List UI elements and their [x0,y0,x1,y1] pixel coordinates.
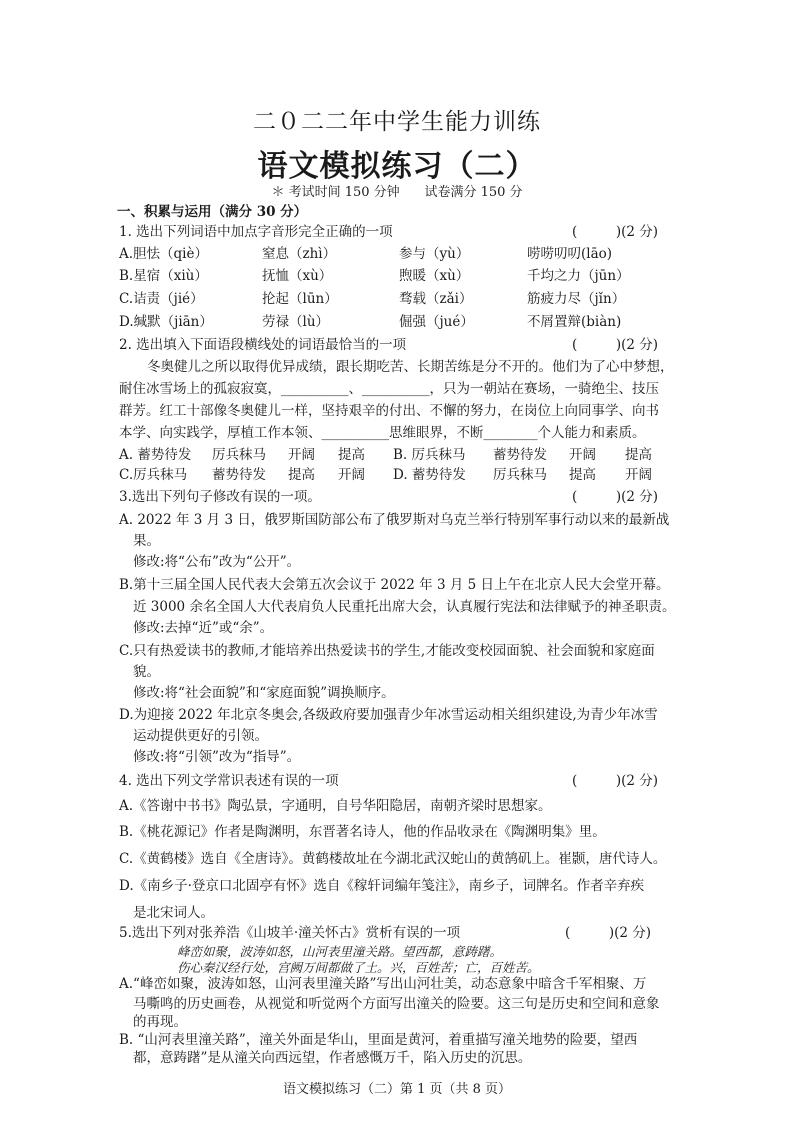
q3-line-1: A. 2022 年 3 月 3 日，俄罗斯国防部公布了俄罗斯对乌克兰举行特别军事行动以来的最新战 [119,512,670,528]
q5-line-3: 的再现。 [133,1014,187,1030]
q2-opt-a-4: 提高 [338,447,365,463]
q2-opt-b-1: B. 厉兵秣马 [393,447,466,463]
q2-opt-a-3: 开阔 [288,447,315,463]
q1-b-4: 千均之力（jūn） [527,268,630,284]
q4-line-4: D.《南乡子·登京口北固亭有怀》选自《稼轩词编年笺注》，南乡子，词牌名。作者辛弃疾 [119,878,645,894]
q4-line-1: A.《答谢中书书》陶弘景，字通明，自号华阳隐居，南朝齐梁时思想家。 [119,798,552,814]
q5-stem: 5.选出下列对张养浩《山坡羊·潼关怀古》赏析有误的一项 [119,925,461,941]
q2-opt-b-4: 提高 [625,447,652,463]
q2-opt-d-2: 厉兵秣马 [493,467,547,483]
q5-poem-1: 峰峦如聚，波涛如怒，山河表里潼关路。望西都，意踌躇。 [177,944,503,959]
q3-line-10: D.为迎接 2022 年北京冬奥会,各级政府要加强青少年冰雪运动相关组织建设,为青少年冰雪 [119,707,658,723]
q1-a-2: 窒息（zhì） [262,246,337,262]
q1-c-3: 骛载（zǎi） [399,291,473,307]
q2-opt-b-2: 蓄势待发 [493,447,547,463]
q3-line-4: B.第十三届全国人民代表大会第五次会议于 2022 年 3 月 5 日上午在北京人民大会堂开幕。 [119,577,670,593]
q5-poem-2: 伤心秦汉经行处，宫阙万间都做了土。兴，百姓苦；亡，百姓苦。 [177,960,540,975]
q2-opt-a-1: A. 蓄势待发 [119,447,192,463]
q1-d-3: 倔强（jué） [399,314,474,330]
q3-line-2: 果。 [133,533,160,549]
q2-para-4: 本学、向实践学，厚植工作本领、__________思维眼界，不断________个人能力和素质。 [119,425,646,441]
q1-c-1: C.诘责（jié） [119,291,204,307]
section-1-title: 一、积累与运用（满分 30 分） [117,204,308,220]
q2-score: ( )(2 分) [572,337,659,353]
q1-score: ( )(2 分) [572,224,659,240]
page-footer: 语文模拟练习（二）第 1 页（共 8 页） [282,1082,512,1097]
q5-line-4: B. “山河表里潼关路”，潼关外面是华山，里面是黄河，着重描写潼关地势的险要，望西 [119,1032,638,1048]
q3-score: ( )(2 分) [572,489,659,505]
q5-line-1: A.“峰峦如聚，波涛如怒，山河表里潼关路”写出山河壮美，动态意象中暗含千军相聚、万 [119,976,647,992]
q2-opt-b-3: 开阔 [569,447,596,463]
q1-a-1: A.胆怯（qiè） [119,246,208,262]
q4-line-5: 是北宋词人。 [133,905,214,921]
q4-line-2: B.《桃花源记》作者是陶渊明，东晋著名诗人，他的作品收录在《陶渊明集》里。 [119,824,606,840]
q3-line-12: 修改:将“引领”改为“指导”。 [133,749,301,765]
q1-b-3: 煦暖（xù） [399,268,470,284]
q1-stem: 1. 选出下列词语中加点字音形完全正确的一项 [119,224,393,240]
q2-para-3: 群芳。红工十部像冬奥健儿一样，坚持艰辛的付出、不懈的努力，在岗位上向同事学、向书 [119,403,659,419]
q5-line-5: 都，意踌躇”是从潼关向西远望，作者感慨万千，陷入历史的沉思。 [133,1050,532,1066]
q3-line-7: C.只有热爱读书的教师,才能培养出热爱读书的学生,才能改变校园面貌、社会面貌和家庭面 [119,643,655,659]
q2-opt-d-4: 开阔 [625,467,652,483]
q2-stem: 2. 选出填入下面语段横线处的词语最恰当的一项 [119,337,407,353]
q1-d-2: 劳禄（lù） [262,314,330,330]
q3-line-8: 貌。 [133,664,160,680]
q3-line-9: 修改:将“社会面貌”和“家庭面貌”调换顺序。 [133,685,395,701]
q2-opt-c-1: C.厉兵秣马 [119,467,188,483]
q1-d-1: D.缄默（jiān） [119,314,213,330]
q3-stem: 3.选出下列句子修改有误的一项。 [119,489,321,505]
q2-para-2: 耐住冰雪场上的孤寂寂寞，__________、__________，只为一朝站在赛场，一骑绝尘、技压 [119,381,659,397]
q1-c-4: 筋疲力尽（jǐn） [527,291,626,307]
q1-a-4: 唠唠叨叨(lāo) [527,246,613,262]
q1-c-2: 抡起（lūn） [262,291,338,307]
q4-line-3: C.《黄鹤楼》选自《全唐诗》。黄鹤楼故址在今湖北武汉蛇山的黄鹄矶上。崔颢，唐代诗人。 [119,851,667,867]
q1-d-4: 不屑置辩(biàn) [527,314,622,330]
q3-line-6: 修改:去掉“近”或“余”。 [133,620,274,636]
q2-opt-c-2: 蓄势待发 [212,467,266,483]
q4-score: ( )(2 分) [572,773,659,789]
q5-line-2: 马嘶鸣的历史画卷，从视觉和听觉两个方面写出潼关的险要。这三句是历史和空间和意象 [133,996,660,1012]
exam-info: ＊ 考试时间 150 分钟 试卷满分 150 分 [271,185,523,200]
q3-line-3: 修改:将“公布”改为“公开”。 [133,554,301,570]
q3-line-5: 近 3000 余名全国人大代表肩负人民重托出席大会，认真履行宪法和法律赋予的神圣职责。 [133,599,676,615]
q3-line-11: 运动提供更好的引领。 [133,728,268,744]
q2-opt-c-3: 提高 [288,467,315,483]
q1-b-2: 抚恤（xù） [262,268,333,284]
q2-opt-a-2: 厉兵秣马 [212,447,266,463]
q2-opt-d-1: D. 蓄势待发 [393,467,466,483]
q4-stem: 4. 选出下列文学常识表述有误的一项 [119,773,339,789]
q2-opt-d-3: 提高 [569,467,596,483]
q2-para-1: 冬奥健儿之所以取得优异成绩，跟长期吃苦、长期苦练是分不开的。他们为了心中梦想， [147,359,674,375]
q2-opt-c-4: 开阔 [338,467,365,483]
q5-score: ( )(2 分) [565,925,652,941]
exam-series-title: 二０二二年中学生能力训练 [253,109,541,135]
q1-b-1: B.星宿（xiù） [119,268,208,284]
q1-a-3: 参与（yù） [399,246,470,262]
exam-title: 语文模拟练习（二） [257,149,537,184]
